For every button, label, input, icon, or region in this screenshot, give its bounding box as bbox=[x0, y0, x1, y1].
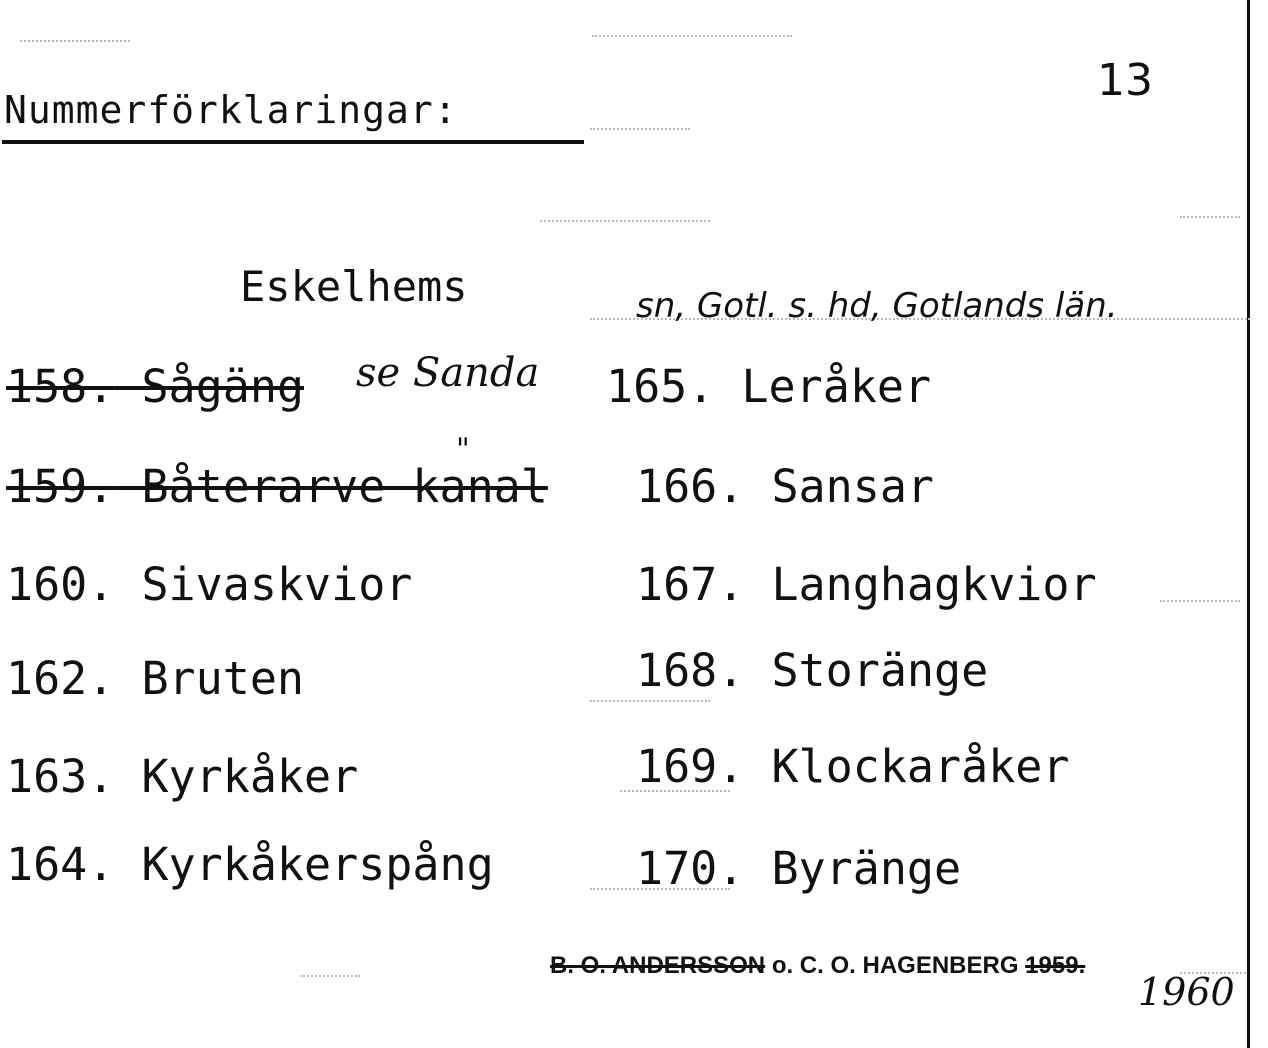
compiler-credit bbox=[550, 952, 1085, 980]
entry-number: 158. bbox=[6, 360, 115, 413]
entry-name: Kyrkåkerspång bbox=[141, 838, 494, 891]
guide-dots bbox=[1180, 216, 1240, 218]
entry-number: 166. bbox=[636, 460, 745, 513]
entry-name: Sivaskvior bbox=[141, 558, 413, 611]
list-item bbox=[606, 360, 931, 413]
list-item bbox=[6, 460, 548, 513]
list-item bbox=[636, 644, 988, 697]
guide-dots bbox=[20, 40, 130, 42]
card-title: Nummerförklaringar: bbox=[4, 88, 458, 132]
list-item bbox=[6, 652, 304, 705]
entry-number: 165. bbox=[606, 360, 715, 413]
compiler-name: o. C. O. HAGENBERG bbox=[771, 952, 1019, 979]
handwritten-year: 1960 bbox=[1138, 970, 1235, 1014]
parish-name: Eskelhems bbox=[240, 262, 468, 311]
entry-name: Båterarve kanal bbox=[141, 460, 548, 513]
list-item bbox=[636, 558, 1097, 611]
entry-name: Storänge bbox=[771, 644, 989, 697]
entry-name: Klockaråker bbox=[771, 740, 1070, 793]
entry-name: Leråker bbox=[741, 360, 932, 413]
entry-name: Kyrkåker bbox=[141, 750, 359, 803]
entry-name: Sågäng bbox=[141, 360, 305, 413]
guide-dots bbox=[300, 975, 360, 977]
entry-number: 160. bbox=[6, 558, 115, 611]
guide-dots bbox=[590, 128, 690, 130]
list-item bbox=[6, 558, 412, 611]
ditto-mark: " bbox=[456, 432, 470, 467]
card-edge-line bbox=[1247, 0, 1250, 1048]
entry-number: 159. bbox=[6, 460, 115, 513]
entry-number: 164. bbox=[6, 838, 115, 891]
list-item bbox=[636, 460, 934, 513]
guide-dots bbox=[540, 220, 710, 222]
entry-number: 169. bbox=[636, 740, 745, 793]
entry-number: 170. bbox=[636, 842, 745, 895]
guide-dots bbox=[590, 700, 710, 702]
struck-compiler: B. O. ANDERSSON bbox=[550, 952, 766, 979]
guide-dots bbox=[1160, 600, 1240, 602]
handwritten-note: se Sanda bbox=[356, 350, 540, 396]
entry-number: 163. bbox=[6, 750, 115, 803]
entry-name: Sansar bbox=[771, 460, 935, 513]
list-item bbox=[6, 750, 358, 803]
entry-name: Langhagkvior bbox=[771, 558, 1097, 611]
entry-name: Bruten bbox=[141, 652, 305, 705]
entry-number: 167. bbox=[636, 558, 745, 611]
guide-dots bbox=[592, 35, 792, 37]
list-item bbox=[6, 838, 494, 891]
list-item bbox=[636, 740, 1069, 793]
struck-year: 1959. bbox=[1025, 952, 1086, 979]
title-underline bbox=[2, 140, 584, 144]
entry-number: 168. bbox=[636, 644, 745, 697]
list-item bbox=[6, 360, 304, 413]
entry-number: 162. bbox=[6, 652, 115, 705]
parish-suffix: sn, Gotl. s. hd, Gotlands län. bbox=[636, 286, 1118, 326]
list-item bbox=[636, 842, 961, 895]
entry-name: Byränge bbox=[771, 842, 962, 895]
page-number: 13 bbox=[1097, 55, 1153, 106]
